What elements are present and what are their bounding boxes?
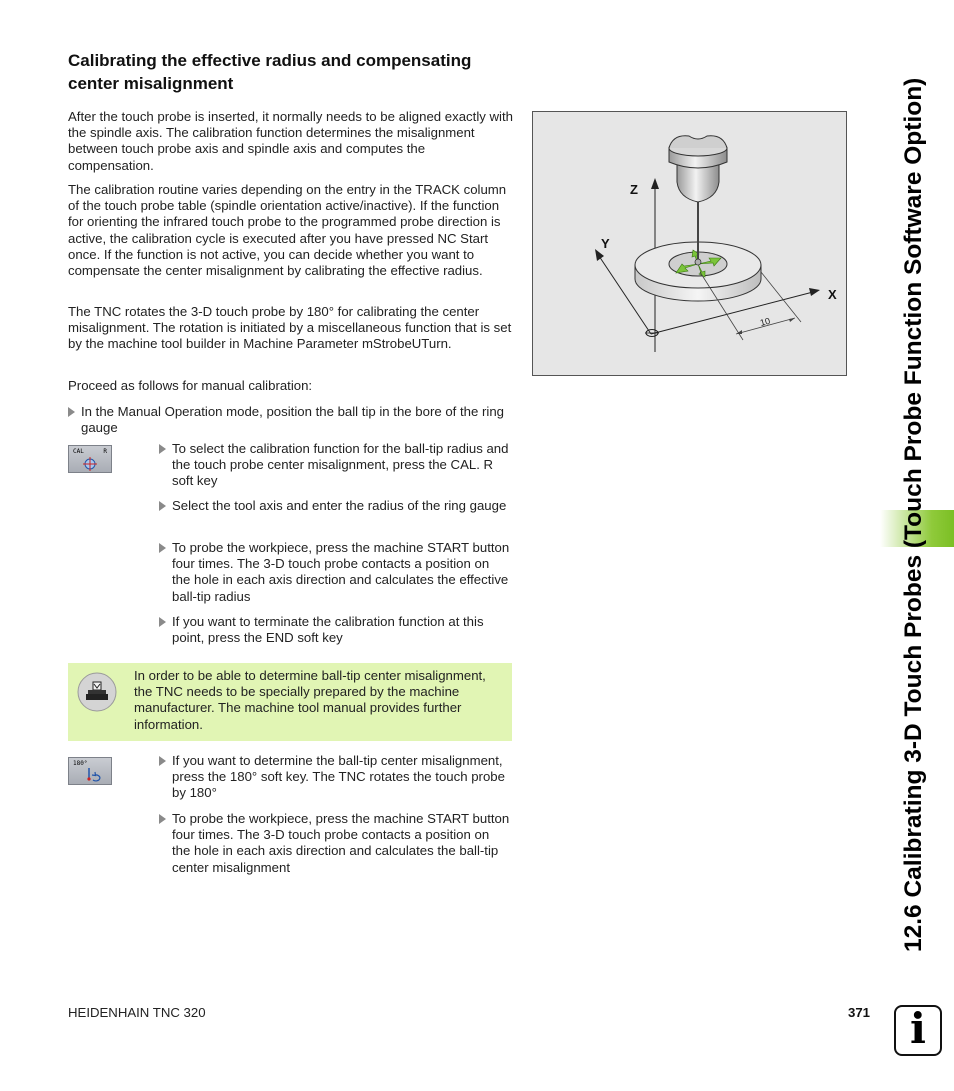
calibration-figure (532, 111, 847, 376)
dimension-label: 10 (758, 315, 772, 328)
footer-manual-title: HEIDENHAIN TNC 320 (68, 1005, 206, 1020)
step-arrow-icon (159, 543, 166, 553)
softkey-label: CAL (73, 448, 84, 455)
note-text: In order to be able to determine ball-tip center misalignment, the TNC needs to be specially prepared by the machine manufacturer. The machine tool manual provides further information. (134, 668, 486, 732)
step-arrow-icon (159, 617, 166, 627)
rotate-icon (69, 758, 113, 786)
step-probe-radius: To probe the workpiece, press the machine START button four times. The 3-D touch probe contacts a position on the hole in each axis direction and calculates the effective ball-tip radius (159, 540, 511, 605)
axis-y-label: Y (601, 236, 610, 251)
step-probe-misalignment: To probe the workpiece, press the machine START button four times. The 3-D touch probe contacts a position on the hole in each axis direction and calculates the ball-tip center misalignment (159, 811, 511, 876)
paragraph-proceed: Proceed as follows for manual calibration: (68, 378, 313, 393)
cal-r-softkey[interactable] (68, 445, 112, 473)
manufacturer-note (68, 663, 512, 741)
paragraph-rotation: The TNC rotates the 3-D touch probe by 180° for calibrating the center misalignment. The rotation is initiated by a miscellaneous function that is set by the machine tool builder in Machine Parameter mStrobeUTurn. (68, 304, 512, 352)
step-terminate: If you want to terminate the calibration function at this point, press the END soft key (159, 614, 511, 646)
step-determine-180: If you want to determine the ball-tip center misalignment, press the 180° soft key. The TNC rotates the touch probe by 180° (159, 753, 511, 802)
step-arrow-icon (159, 444, 166, 454)
chapter-side-title: 12.6 Calibrating 3-D Touch Probes (Touch Probe Function Software Option) (900, 77, 927, 952)
step-select-axis: Select the tool axis and enter the radius of the ring gauge (159, 498, 511, 514)
step-arrow-icon (159, 814, 166, 824)
step-manual-operation: In the Manual Operation mode, position the ball tip in the bore of the ring gauge (68, 404, 513, 436)
step-arrow-icon (159, 501, 166, 511)
machine-note-icon (77, 672, 117, 712)
step-arrow-icon (68, 407, 75, 417)
paragraph-intro: After the touch probe is inserted, it normally needs to be aligned exactly with the spindle axis. The calibration function determines the misalignment between touch probe axis and spindle axis and computes the compensation. (68, 109, 513, 173)
step-select-calibration: To select the calibration function for the ball-tip radius and the touch probe center misalignment, press the CAL. R soft key (159, 441, 511, 490)
section-heading: Calibrating the effective radius and compensating center misalignment (68, 51, 472, 93)
rotate-180-softkey[interactable] (68, 757, 112, 785)
axis-z-label: Z (630, 182, 638, 197)
crosshair-icon (69, 446, 113, 474)
info-icon (894, 1005, 942, 1056)
info-glyph: i (910, 1004, 926, 1053)
step-arrow-icon (159, 756, 166, 766)
page-number: 371 (848, 1005, 871, 1020)
softkey-label: 180° (73, 760, 88, 767)
touch-probe-ring-gauge-illustration (533, 112, 846, 375)
paragraph-routine: The calibration routine varies depending on the entry in the TRACK column of the touch probe table (spindle orientation active/inactive). If the function for orienting the infrared touch probe to the programmed probe direction is active, the calibration cycle is executed after you have pressed NC Start once. If the function is not active, you can decide whether you want to compensate the center misalignment by calibrating the effective radius. (68, 182, 507, 279)
softkey-label: R (103, 448, 107, 455)
axis-x-label: X (828, 287, 837, 302)
